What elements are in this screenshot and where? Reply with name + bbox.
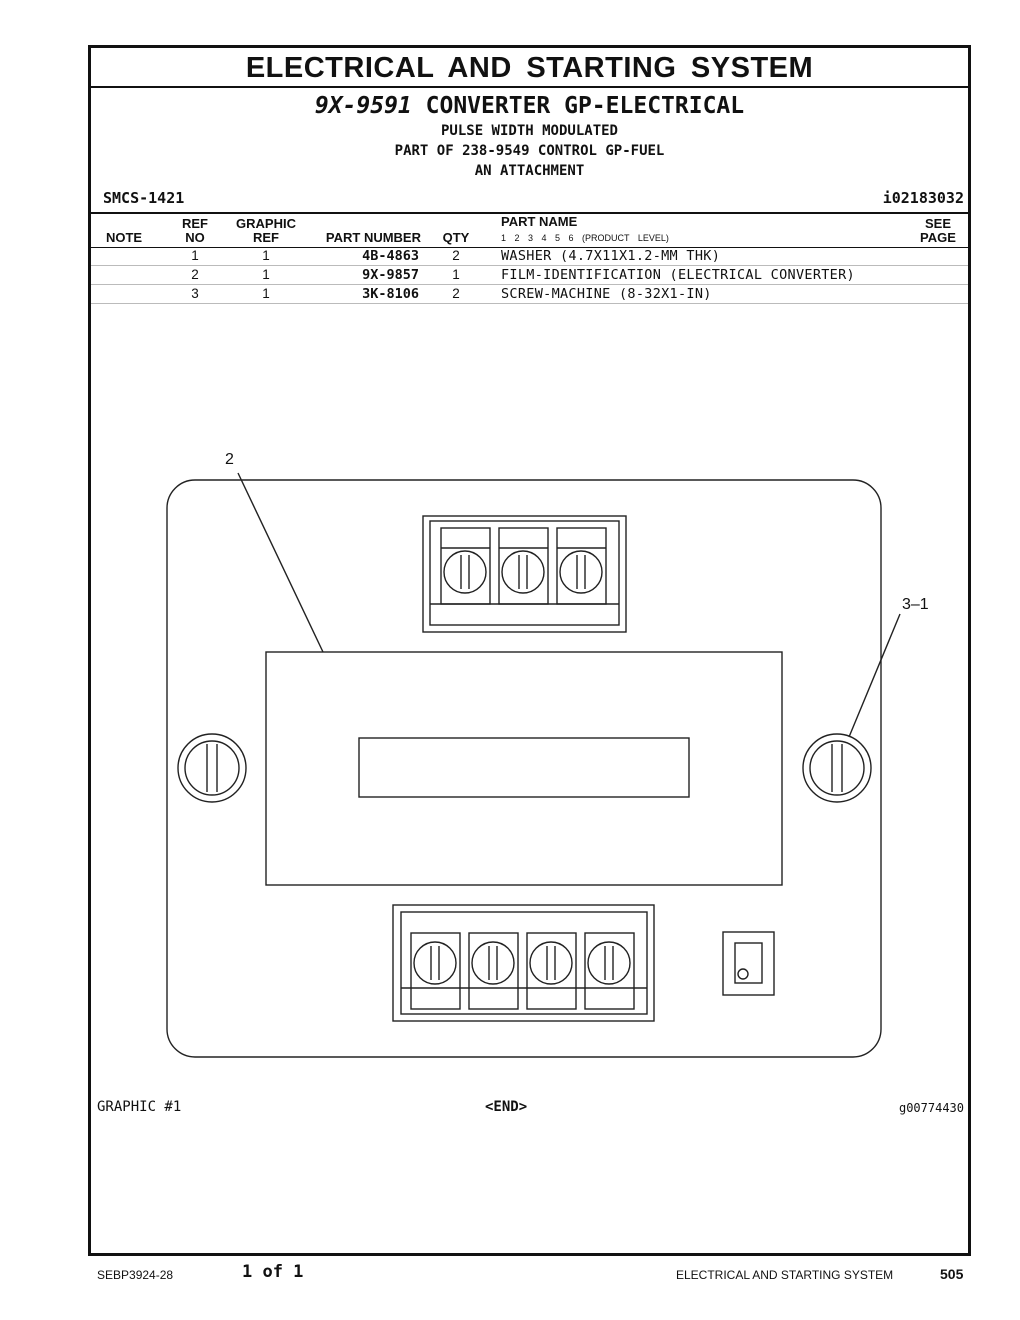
graphic-label: GRAPHIC #1 (97, 1099, 182, 1115)
col-part-number: PART NUMBER (325, 230, 421, 245)
illustration-id: i02183032 (882, 189, 964, 207)
smcs-code: SMCS-1421 (103, 189, 185, 207)
graphic-ref: 1 (262, 248, 270, 263)
group-subtitle-2: PART OF 238-9549 CONTROL GP-FUEL (394, 143, 665, 159)
part-number: 4B-4863 (362, 248, 419, 264)
leader-line-screw (849, 614, 900, 737)
left-screw (178, 734, 246, 802)
group-name: CONVERTER GP-ELECTRICAL (425, 93, 745, 119)
display-window (359, 738, 689, 797)
terminal-block-bottom (393, 905, 654, 1021)
identification-film (266, 652, 782, 885)
col-graphic-ref-top: GRAPHIC (236, 216, 296, 231)
qty: 2 (452, 286, 460, 301)
ref-no: 1 (191, 248, 199, 263)
part-number: 3K-8106 (362, 286, 419, 302)
right-screw (803, 734, 871, 802)
group-number: 9X-9591 (314, 93, 412, 119)
ref-no: 3 (191, 286, 199, 301)
page-of: 1 of 1 (242, 1262, 304, 1282)
page-number: 505 (940, 1266, 964, 1282)
part-name: SCREW-MACHINE (8-32X1-IN) (501, 286, 712, 302)
footer-section-name: ELECTRICAL AND STARTING SYSTEM (676, 1268, 894, 1282)
group-subtitle-3: AN ATTACHMENT (474, 163, 585, 179)
col-graphic-ref-bottom: REF (253, 230, 279, 245)
col-ref-no-top: REF (182, 216, 208, 231)
col-ref-no-bottom: NO (185, 230, 205, 245)
col-see-page-bottom: PAGE (920, 230, 956, 245)
col-see-page-top: SEE (924, 216, 951, 231)
callout-screw: 3–1 (902, 596, 929, 613)
col-note: NOTE (105, 230, 143, 245)
qty: 2 (452, 248, 460, 263)
indicator-switch (723, 932, 774, 995)
doc-number: SEBP3924-28 (97, 1268, 174, 1282)
group-subtitle-1: PULSE WIDTH MODULATED (440, 123, 618, 139)
product-levels: 1 2 3 4 5 6 (PRODUCT LEVEL) (501, 233, 669, 243)
section-title: ELECTRICAL AND STARTING SYSTEM (245, 52, 814, 84)
graphic-ref: 1 (262, 286, 270, 301)
part-number: 9X-9857 (362, 267, 419, 283)
terminal-block-top (423, 516, 626, 632)
leader-line-film (238, 473, 323, 652)
part-name: FILM-IDENTIFICATION (ELECTRICAL CONVERTER) (501, 267, 855, 283)
col-qty: QTY (442, 230, 470, 245)
ref-no: 2 (191, 267, 199, 282)
end-marker: <END> (485, 1099, 528, 1115)
graphic-id: g00774430 (898, 1101, 964, 1115)
col-part-name: PART NAME (501, 214, 578, 229)
callout-film: 2 (225, 451, 234, 468)
qty: 1 (452, 267, 460, 282)
part-name: WASHER (4.7X11X1.2-MM THK) (501, 248, 721, 264)
graphic-ref: 1 (262, 267, 270, 282)
